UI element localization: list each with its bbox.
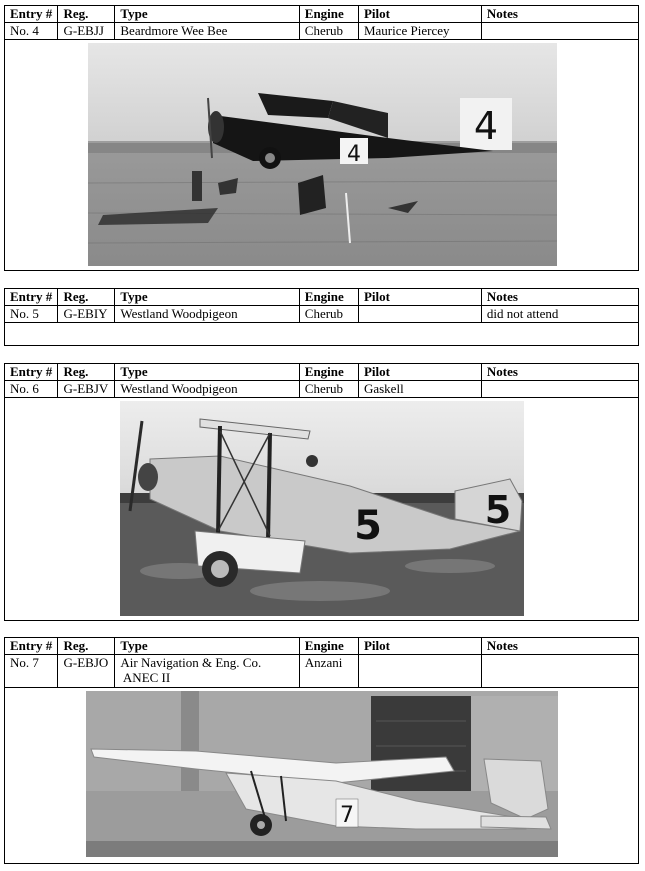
table-row (5, 306, 639, 323)
entry-number: No. 5 (5, 306, 58, 323)
fuselage-number: 5 (354, 503, 382, 549)
col-type-header: Type (115, 638, 299, 655)
col-engine-header: Engine (299, 6, 358, 23)
col-notes-header: Notes (481, 289, 638, 306)
photo-anec-ii (86, 691, 558, 857)
col-engine-header: Engine (299, 364, 358, 381)
notes: did not attend (481, 306, 638, 323)
pilot (358, 306, 481, 323)
col-reg-header: Reg. (58, 638, 115, 655)
entry-number: No. 6 (5, 381, 58, 398)
entry-number: No. 7 (5, 655, 58, 688)
registration: G-EBJO (58, 655, 115, 688)
col-type-header: Type (115, 364, 299, 381)
aircraft-type: Beardmore Wee Bee (115, 23, 299, 40)
pilot: Gaskell (358, 381, 481, 398)
photo-cell (4, 40, 639, 271)
table-row (5, 23, 639, 40)
aircraft-type-line-2: ANEC II (120, 670, 171, 685)
notes (481, 381, 638, 398)
aircraft-type-line-1: Air Navigation & Eng. Co. (120, 655, 262, 670)
aircraft-type (115, 655, 299, 688)
col-pilot-header: Pilot (358, 6, 481, 23)
col-engine-header: Engine (299, 289, 358, 306)
registration: G-EBIY (58, 306, 115, 323)
photo-cell (4, 398, 639, 621)
parasol-monoplane-photo-image (86, 691, 558, 857)
col-notes-header: Notes (481, 364, 638, 381)
header-row (5, 364, 639, 381)
header-row (5, 6, 639, 23)
photo-cell-empty (4, 323, 639, 346)
col-entry-header: Entry # (5, 364, 58, 381)
col-engine-header: Engine (299, 638, 358, 655)
aircraft-type: Westland Woodpigeon (115, 381, 299, 398)
col-entry-header: Entry # (5, 638, 58, 655)
pilot: Maurice Piercey (358, 23, 481, 40)
engine: Cherub (299, 23, 358, 40)
monoplane-photo-image (88, 43, 557, 266)
notes (481, 655, 638, 688)
engine: Cherub (299, 381, 358, 398)
col-notes-header: Notes (481, 6, 638, 23)
col-entry-header: Entry # (5, 289, 58, 306)
table-row (5, 655, 639, 688)
col-type-header: Type (115, 289, 299, 306)
table-row (5, 381, 639, 398)
entry-table-4 (4, 5, 639, 40)
registration: G-EBJV (58, 381, 115, 398)
photo-cell (4, 688, 639, 864)
col-type-header: Type (115, 6, 299, 23)
aircraft-type: Westland Woodpigeon (115, 306, 299, 323)
notes (481, 23, 638, 40)
engine: Cherub (299, 306, 358, 323)
entry-block-6 (4, 363, 639, 621)
col-reg-header: Reg. (58, 289, 115, 306)
entry-table-7 (4, 637, 639, 688)
fuselage-number: 7 (340, 803, 354, 828)
fuselage-number: 4 (347, 142, 361, 167)
registration: G-EBJJ (58, 23, 115, 40)
entry-table-6 (4, 363, 639, 398)
pilot (358, 655, 481, 688)
header-row (5, 289, 639, 306)
engine: Anzani (299, 655, 358, 688)
col-pilot-header: Pilot (358, 289, 481, 306)
col-reg-header: Reg. (58, 364, 115, 381)
header-row (5, 638, 639, 655)
entry-number: No. 4 (5, 23, 58, 40)
entry-block-5 (4, 288, 639, 346)
col-reg-header: Reg. (58, 6, 115, 23)
col-entry-header: Entry # (5, 6, 58, 23)
entry-table-5 (4, 288, 639, 323)
col-pilot-header: Pilot (358, 638, 481, 655)
tail-number: 5 (484, 488, 512, 532)
photo-beardmore-wee-bee (88, 43, 557, 266)
tail-number: 4 (473, 104, 499, 148)
entry-block-7 (4, 637, 639, 864)
col-pilot-header: Pilot (358, 364, 481, 381)
biplane-photo-image (120, 401, 524, 616)
photo-westland-woodpigeon (120, 401, 524, 616)
entry-block-4 (4, 5, 639, 271)
col-notes-header: Notes (481, 638, 638, 655)
